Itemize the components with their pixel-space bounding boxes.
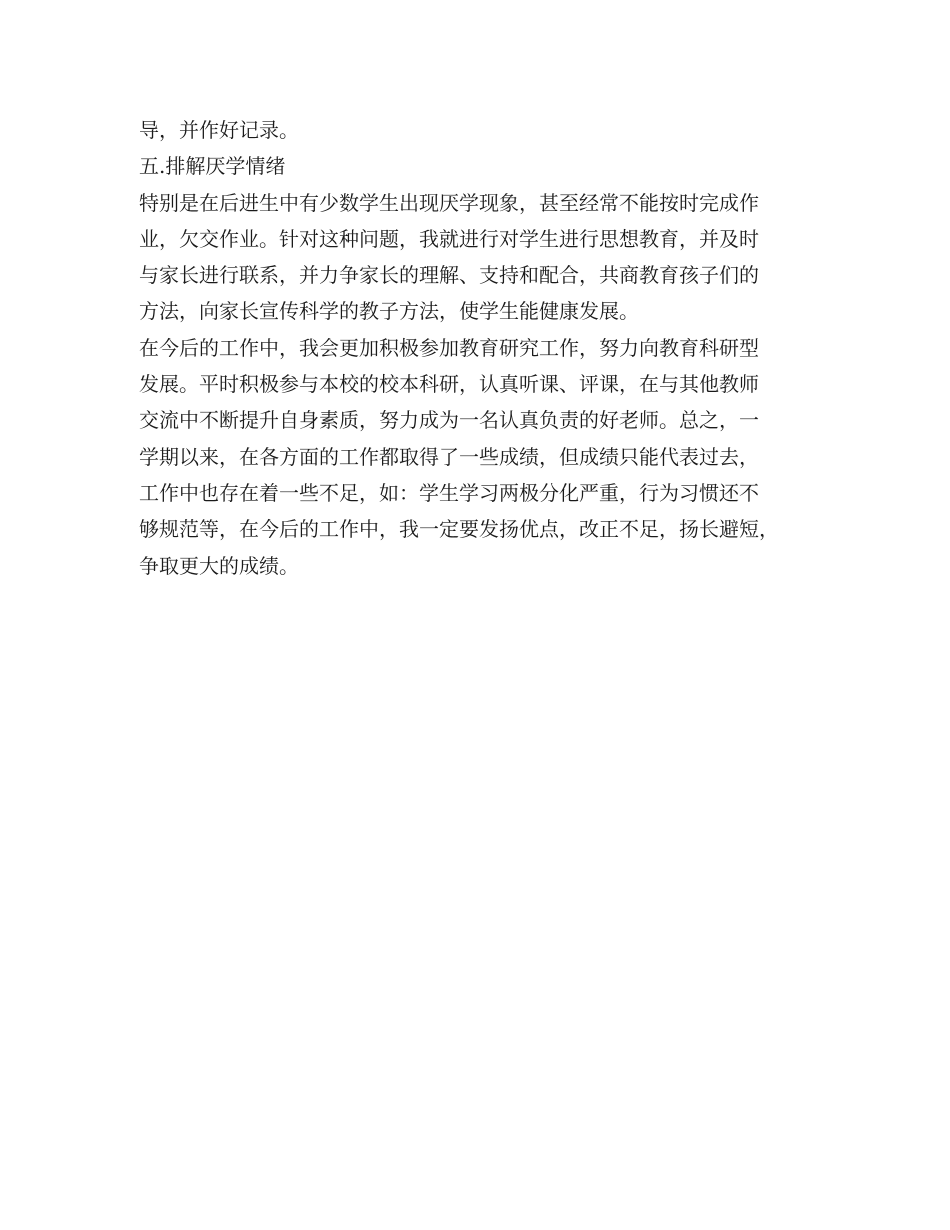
section-heading: 五.排解厌学情绪 xyxy=(139,154,286,179)
paragraph-line: 发展。平时积极参与本校的校本科研，认真听课、评课，在与其他教师 xyxy=(139,372,759,397)
paragraph-line: 够规范等，在今后的工作中，我一定要发扬优点，改正不足，扬长避短， xyxy=(139,517,779,542)
paragraph-line: 导，并作好记录。 xyxy=(139,118,299,142)
paragraph-line: 工作中也存在着一些不足，如：学生学习两极分化严重，行为习惯还不 xyxy=(139,480,759,505)
paragraph-line: 交流中不断提升自身素质，努力成为一名认真负责的好老师。总之，一 xyxy=(139,408,759,433)
paragraph-line: 特别是在后进生中有少数学生出现厌学现象，甚至经常不能按时完成作 xyxy=(139,190,759,215)
paragraph-line: 学期以来，在各方面的工作都取得了一些成绩，但成绩只能代表过去， xyxy=(139,444,759,469)
paragraph-line: 方法，向家长宣传科学的教子方法，使学生能健康发展。 xyxy=(139,299,639,324)
paragraph-line: 业，欠交作业。针对这种问题，我就进行对学生进行思想教育，并及时 xyxy=(139,226,759,251)
paragraph-line: 在今后的工作中，我会更加积极参加教育研究工作，努力向教育科研型 xyxy=(139,335,759,360)
paragraph-line: 争取更大的成绩。 xyxy=(139,553,299,578)
paragraph-line: 与家长进行联系，并力争家长的理解、支持和配合，共商教育孩子们的 xyxy=(139,263,759,288)
document-body xyxy=(139,112,839,584)
